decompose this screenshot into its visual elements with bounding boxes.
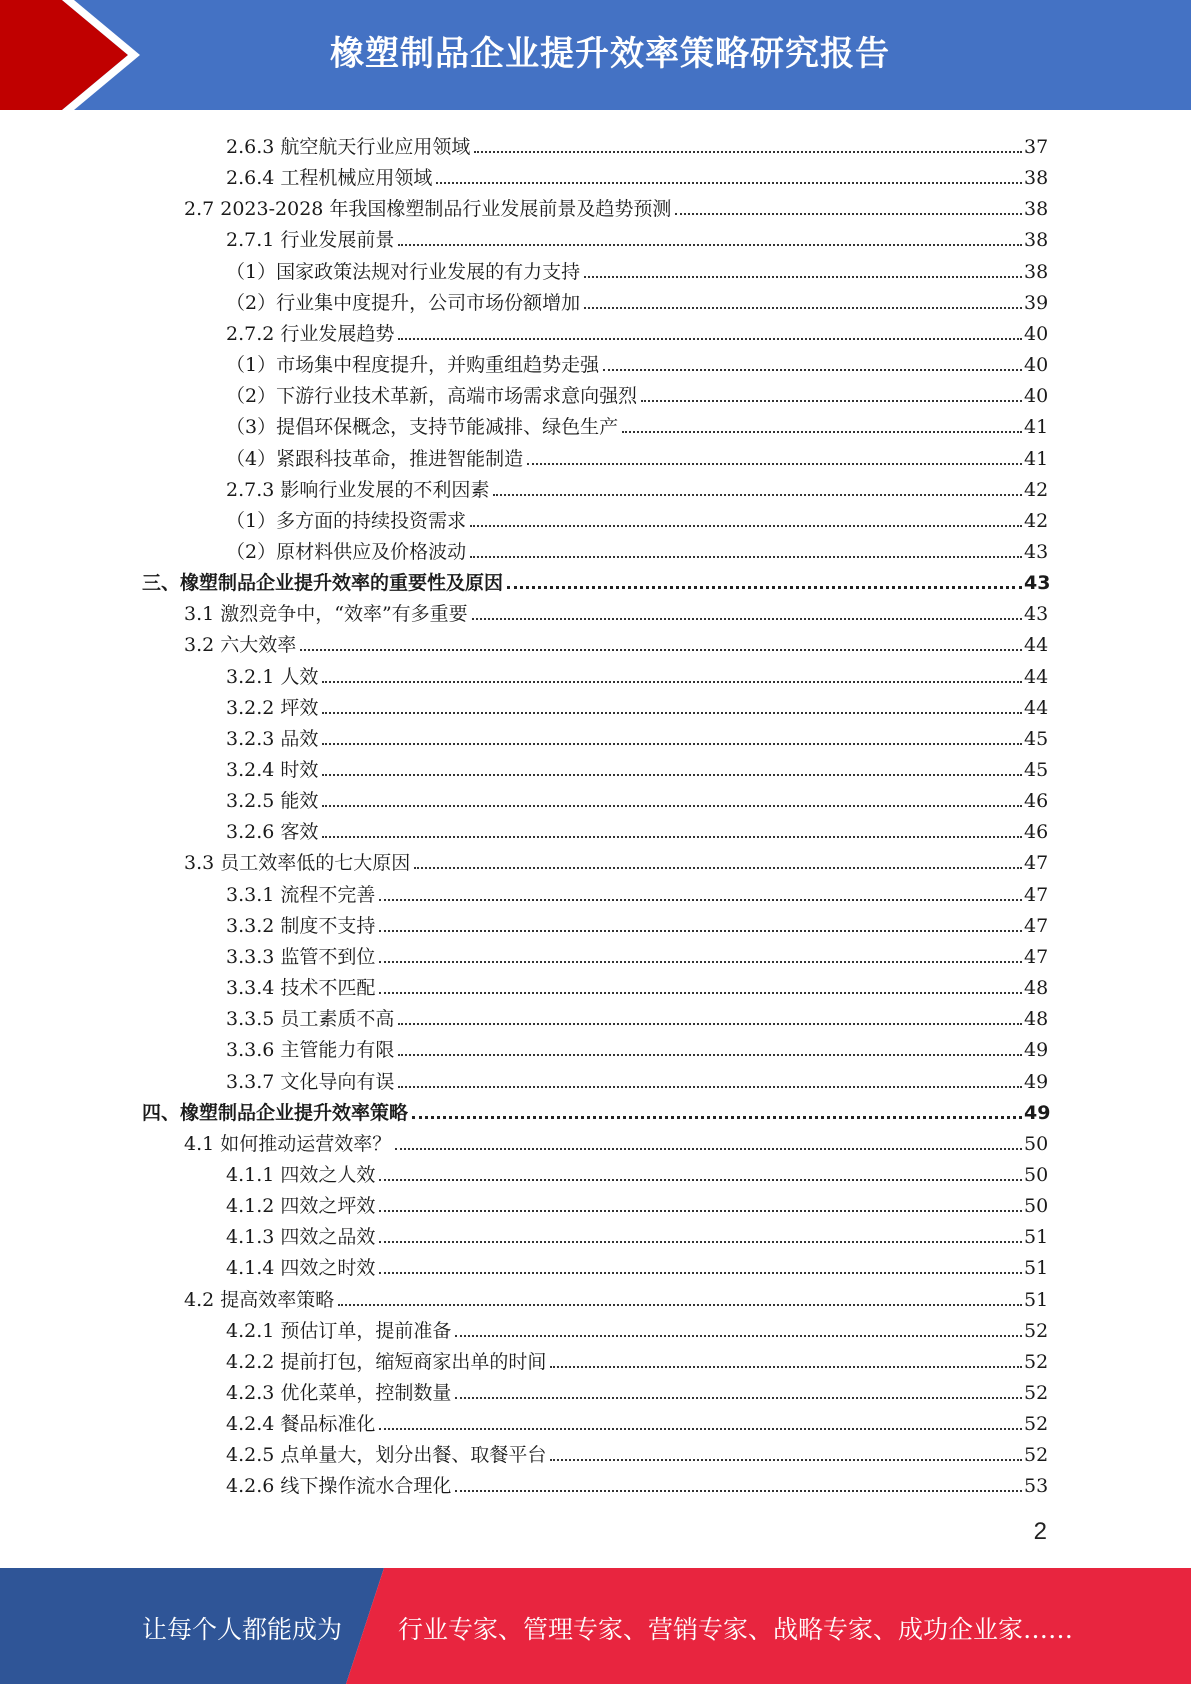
- toc-entry[interactable]: [226, 1031, 1048, 1062]
- toc-entry[interactable]: [226, 1405, 1048, 1436]
- toc-entry-label: 4.2.3 优化菜单，控制数量: [226, 1382, 452, 1404]
- toc-entry-label: 4.2.5 点单量大，划分出餐、取餐平台: [226, 1444, 547, 1467]
- toc-dot-leader: [527, 463, 1022, 465]
- toc-entry-label: （1）多方面的持续投资需求: [226, 509, 467, 532]
- toc-entry-page: 39: [1024, 291, 1049, 314]
- toc-entry[interactable]: [226, 408, 1048, 439]
- toc-entry[interactable]: [226, 377, 1048, 408]
- toc-entry-label: 3.3.1 流程不完善: [226, 883, 376, 906]
- toc-entry[interactable]: [226, 1312, 1048, 1343]
- toc-dot-leader: [412, 1116, 1022, 1119]
- toc-entry[interactable]: [226, 1187, 1048, 1218]
- toc-entry-label: （1）国家政策法规对行业发展的有力支持: [226, 260, 581, 283]
- toc-entry[interactable]: [226, 1374, 1048, 1405]
- toc-dot-leader: [379, 1179, 1022, 1181]
- toc-dot-leader: [470, 525, 1022, 527]
- toc-entry[interactable]: [226, 440, 1048, 471]
- toc-entry-label: 3.3 员工效率低的七大原因: [184, 852, 411, 875]
- toc-entry-label: 2.7 2023-2028 年我国橡塑制品行业发展前景及趋势预测: [184, 198, 672, 221]
- toc-dot-leader: [455, 1490, 1022, 1492]
- toc-dot-leader: [322, 836, 1022, 838]
- toc-dot-leader: [398, 338, 1022, 340]
- toc-entry[interactable]: [226, 1343, 1048, 1374]
- toc-entry-label: 3.2.1 人效: [226, 665, 319, 688]
- toc-entry-page: 37: [1024, 136, 1049, 158]
- toc-entry[interactable]: [226, 1063, 1048, 1094]
- toc-entry-label: 3.2.5 能效: [226, 790, 319, 813]
- toc-entry-label: （4）紧跟科技革命，推进智能制造: [226, 447, 524, 470]
- toc-entry-label: 2.7.1 行业发展前景: [226, 229, 395, 252]
- toc-dot-leader: [414, 867, 1022, 869]
- toc-entry[interactable]: [226, 1156, 1048, 1187]
- toc-entry-label: 4.1.4 四效之时效: [226, 1257, 376, 1280]
- toc-entry-page: 43: [1024, 540, 1049, 563]
- toc-entry[interactable]: [226, 1000, 1048, 1031]
- toc-dot-leader: [338, 1304, 1022, 1306]
- toc-dot-leader: [379, 1272, 1022, 1274]
- toc-dot-leader: [474, 151, 1022, 153]
- toc-entry-page: 38: [1024, 167, 1049, 190]
- toc-entry[interactable]: [226, 938, 1048, 969]
- toc-entry-page: 42: [1024, 478, 1049, 501]
- toc-entry[interactable]: [226, 813, 1048, 844]
- toc-entry[interactable]: [226, 128, 1048, 159]
- toc-entry-page: 44: [1024, 665, 1049, 688]
- toc-entry[interactable]: [226, 315, 1048, 346]
- toc-entry[interactable]: [184, 1125, 1048, 1156]
- toc-dot-leader: [379, 1241, 1022, 1243]
- toc-entry-page: 51: [1024, 1226, 1049, 1249]
- toc-dot-leader: [584, 276, 1022, 278]
- toc-dot-leader: [584, 307, 1022, 309]
- toc-dot-leader: [398, 1023, 1022, 1025]
- toc-dot-leader: [550, 1459, 1022, 1461]
- toc-entry-label: 2.7.3 影响行业发展的不利因素: [226, 478, 490, 501]
- toc-entry[interactable]: [142, 564, 1051, 595]
- toc-entry-label: 3.3.3 监管不到位: [226, 945, 376, 968]
- toc-dot-leader: [436, 182, 1022, 184]
- toc-entry-label: 4.1.3 四效之品效: [226, 1226, 376, 1249]
- toc-entry-page: 40: [1024, 354, 1049, 377]
- toc-entry-label: （1）市场集中程度提升，并购重组趋势走强: [226, 354, 600, 377]
- toc-entry-label: 三、橡塑制品企业提升效率的重要性及原因: [142, 572, 504, 595]
- toc-entry[interactable]: [184, 844, 1048, 875]
- toc-entry-page: 52: [1024, 1413, 1049, 1436]
- toc-entry[interactable]: [184, 595, 1048, 626]
- toc-entry[interactable]: [226, 346, 1048, 377]
- toc-dot-leader: [300, 649, 1022, 651]
- toc-dot-leader: [379, 1210, 1022, 1212]
- toc-entry-page: 42: [1024, 509, 1049, 532]
- toc-entry-label: 3.1 激烈竞争中，“效率”有多重要: [184, 603, 468, 626]
- toc-entry-page: 52: [1024, 1350, 1049, 1373]
- toc-entry[interactable]: [226, 471, 1048, 502]
- toc-entry-page: 53: [1024, 1475, 1049, 1498]
- toc-entry[interactable]: [226, 1218, 1048, 1249]
- toc-dot-leader: [395, 1148, 1022, 1150]
- toc-dot-leader: [493, 494, 1022, 496]
- toc-entry-label: 2.6.3 航空航天行业应用领域: [226, 136, 471, 158]
- toc-dot-leader: [641, 400, 1022, 402]
- toc-entry[interactable]: [226, 907, 1048, 938]
- toc-entry-label: 3.3.5 员工素质不高: [226, 1008, 395, 1031]
- toc-dot-leader: [550, 1366, 1022, 1368]
- toc-entry[interactable]: [226, 1467, 1048, 1498]
- toc-dot-leader: [398, 1054, 1022, 1056]
- toc-entry-label: 2.7.2 行业发展趋势: [226, 322, 395, 345]
- toc-entry-label: 四、橡塑制品企业提升效率策略: [142, 1101, 409, 1124]
- toc-dot-leader: [322, 712, 1022, 714]
- toc-entry-page: 46: [1024, 821, 1049, 844]
- toc-dot-leader: [379, 961, 1022, 963]
- toc-entry[interactable]: [226, 876, 1048, 907]
- toc-entry-page: 38: [1024, 260, 1049, 283]
- toc-entry-label: 4.2.4 餐品标准化: [226, 1413, 376, 1436]
- toc-entry[interactable]: [226, 782, 1048, 813]
- toc-entry-label: 3.2 六大效率: [184, 634, 297, 657]
- toc-dot-leader: [322, 805, 1022, 807]
- toc-dot-leader: [379, 899, 1022, 901]
- toc-entry-page: 51: [1024, 1288, 1049, 1311]
- toc-entry-label: 3.2.2 坪效: [226, 696, 319, 719]
- toc-dot-leader: [470, 556, 1022, 558]
- toc-entry-page: 49: [1024, 1039, 1049, 1062]
- toc-entry[interactable]: [226, 751, 1048, 782]
- toc-dot-leader: [455, 1335, 1022, 1337]
- toc-entry-label: 4.1.1 四效之人效: [226, 1163, 376, 1186]
- toc-entry-label: （2）行业集中度提升，公司市场份额增加: [226, 291, 581, 314]
- footer-slogan-right: 行业专家、管理专家、营销专家、战略专家、成功企业家……: [398, 1615, 1074, 1644]
- toc-entry-label: 3.2.3 品效: [226, 727, 319, 750]
- toc-entry-label: 4.2.6 线下操作流水合理化: [226, 1475, 452, 1498]
- page-footer: [0, 1568, 1191, 1684]
- toc-entry[interactable]: [226, 720, 1048, 751]
- toc-entry-page: 40: [1024, 322, 1049, 345]
- toc-entry-label: 4.1.2 四效之坪效: [226, 1195, 376, 1218]
- toc-entry[interactable]: [226, 689, 1048, 720]
- toc-dot-leader: [507, 586, 1022, 589]
- toc-entry-page: 52: [1024, 1319, 1049, 1342]
- toc-entry[interactable]: [184, 1281, 1048, 1312]
- toc-entry-label: 4.1 如何推动运营效率？: [184, 1132, 392, 1155]
- toc-entry-page: 44: [1024, 634, 1049, 657]
- toc-entry[interactable]: [226, 221, 1048, 252]
- toc-entry-label: 4.2.1 预估订单，提前准备: [226, 1319, 452, 1342]
- toc-entry-page: 47: [1024, 914, 1049, 937]
- toc-entry-page: 52: [1024, 1382, 1049, 1404]
- toc-dot-leader: [379, 992, 1022, 994]
- toc-entry-label: 4.2 提高效率策略: [184, 1288, 335, 1311]
- toc-entry[interactable]: [226, 533, 1048, 564]
- toc-entry[interactable]: [226, 1436, 1048, 1467]
- report-title: 橡塑制品企业提升效率策略研究报告: [330, 34, 890, 74]
- toc-entry-page: 48: [1024, 1008, 1049, 1031]
- toc-entry-label: （2）下游行业技术革新，高端市场需求意向强烈: [226, 385, 638, 408]
- toc-entry-page: 45: [1024, 727, 1049, 750]
- toc-dot-leader: [322, 681, 1022, 683]
- toc-entry-page: 47: [1024, 883, 1049, 906]
- toc-entry[interactable]: [142, 1094, 1051, 1125]
- toc-dot-leader: [455, 1397, 1022, 1399]
- toc-entry-label: 3.2.6 客效: [226, 821, 319, 844]
- toc-entry-page: 49: [1024, 1070, 1049, 1093]
- toc-entry-page: 47: [1024, 852, 1049, 875]
- toc-entry-label: 3.3.7 文化导向有误: [226, 1070, 395, 1093]
- toc-entry-page: 49: [1024, 1101, 1051, 1124]
- toc-entry-page: 40: [1024, 385, 1049, 408]
- toc-entry-label: 4.2.2 提前打包，缩短商家出单的时间: [226, 1350, 547, 1373]
- toc-entry-label: 3.3.6 主管能力有限: [226, 1039, 395, 1062]
- toc-entry[interactable]: [226, 159, 1048, 190]
- toc-entry-label: （3）提倡环保概念，支持节能减排、绿色生产: [226, 416, 619, 439]
- toc-entry-page: 50: [1024, 1195, 1049, 1218]
- toc-dot-leader: [398, 1086, 1022, 1088]
- toc-entry[interactable]: [226, 969, 1048, 1000]
- toc-entry-label: 2.6.4 工程机械应用领域: [226, 167, 433, 190]
- toc-entry[interactable]: [226, 1249, 1048, 1280]
- toc-entry-page: 50: [1024, 1163, 1049, 1186]
- page-number: 2: [1033, 1518, 1047, 1545]
- toc-dot-leader: [322, 743, 1022, 745]
- toc-entry-page: 51: [1024, 1257, 1049, 1280]
- toc-entry[interactable]: [226, 502, 1048, 533]
- toc-entry-page: 43: [1024, 572, 1051, 595]
- toc-entry-label: （2）原材料供应及价格波动: [226, 540, 467, 563]
- toc-dot-leader: [379, 1428, 1022, 1430]
- toc-entry-page: 50: [1024, 1132, 1049, 1155]
- page-header: [0, 0, 1191, 110]
- toc-entry-label: 3.3.4 技术不匹配: [226, 977, 376, 1000]
- footer-slogan-left: 让每个人都能成为: [142, 1615, 343, 1644]
- toc-entry-page: 44: [1024, 696, 1049, 719]
- toc-entry[interactable]: [226, 658, 1048, 689]
- toc-entry[interactable]: [226, 284, 1048, 315]
- toc-dot-leader: [472, 618, 1022, 620]
- toc-entry-page: 48: [1024, 977, 1049, 1000]
- toc-entry-page: 38: [1024, 229, 1049, 252]
- toc-dot-leader: [398, 244, 1022, 246]
- toc-entry-page: 46: [1024, 790, 1049, 813]
- toc-entry-page: 41: [1024, 447, 1049, 470]
- toc-entry-page: 38: [1024, 198, 1049, 221]
- toc-entry[interactable]: [184, 190, 1048, 221]
- toc-entry-page: 52: [1024, 1444, 1049, 1467]
- toc-entry[interactable]: [184, 626, 1048, 657]
- toc-dot-leader: [622, 431, 1022, 433]
- toc-entry-page: 45: [1024, 759, 1049, 781]
- toc-entry-label: 3.3.2 制度不支持: [226, 914, 376, 937]
- toc-dot-leader: [379, 930, 1022, 932]
- toc-dot-leader: [675, 213, 1022, 215]
- toc-entry-page: 41: [1024, 416, 1049, 439]
- toc-entry-page: 43: [1024, 603, 1049, 626]
- toc-dot-leader: [603, 369, 1022, 371]
- toc-entry-page: 47: [1024, 945, 1049, 968]
- toc-dot-leader: [322, 774, 1022, 776]
- toc-entry[interactable]: [226, 253, 1048, 284]
- toc-entry-label: 3.2.4 时效: [226, 759, 319, 781]
